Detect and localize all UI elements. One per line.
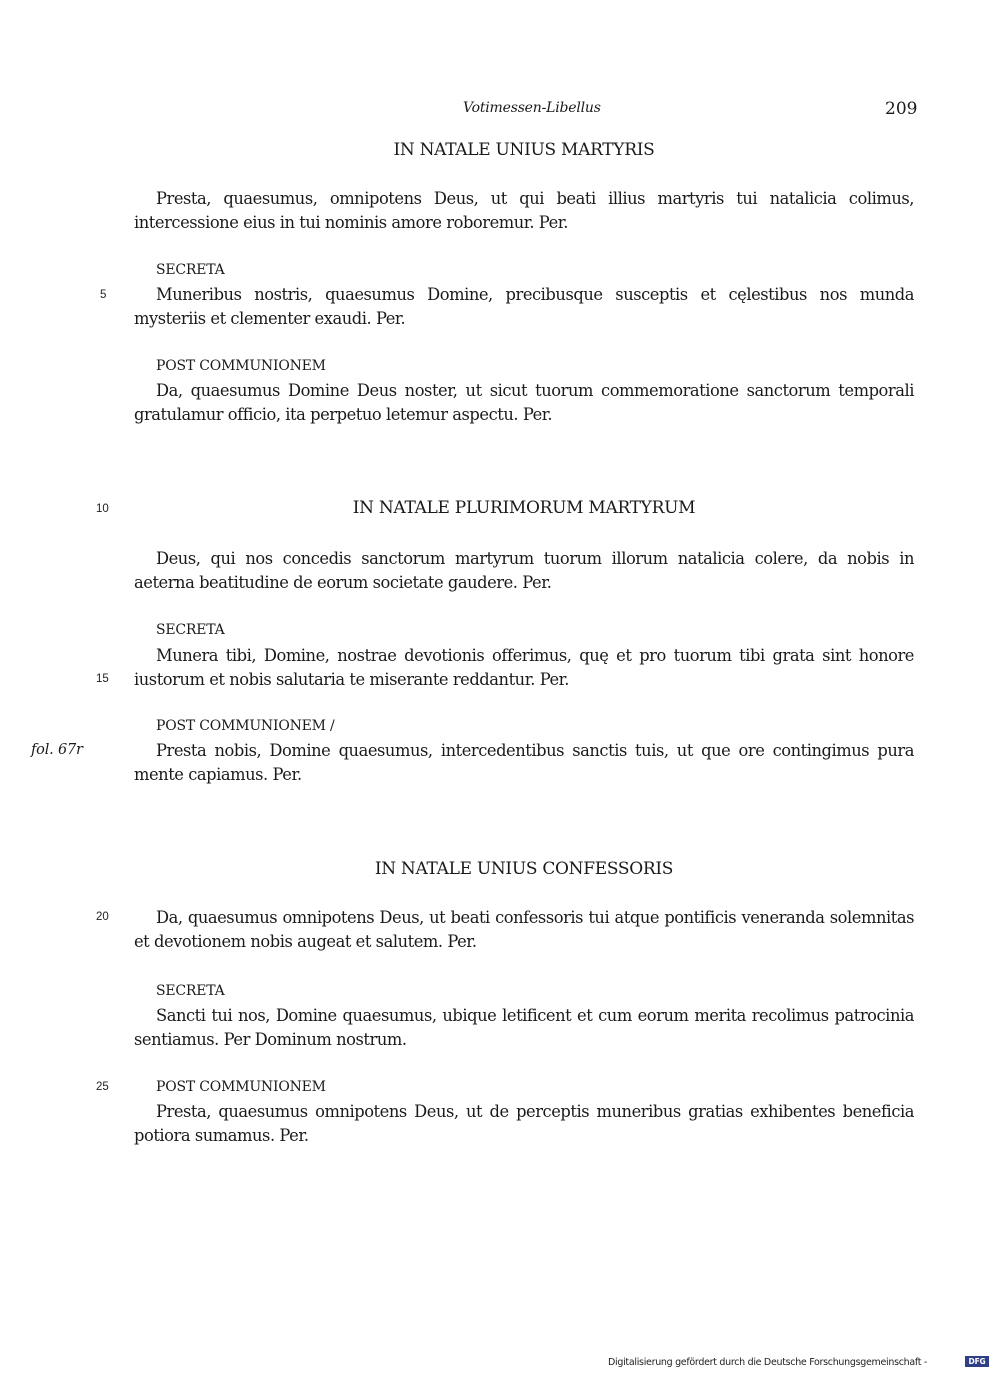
running-header-title: Votimessen-Libellus (463, 100, 601, 116)
secreta-label: SECRETA (156, 262, 225, 278)
section-heading: IN NATALE UNIUS MARTYRIS (393, 140, 655, 160)
line-number: 15 (96, 673, 109, 685)
section-heading: IN NATALE UNIUS CONFESSORIS (374, 859, 674, 879)
post-communion-label: POST COMMUNIONEM (156, 358, 326, 374)
section-heading: IN NATALE PLURIMORUM MARTYRUM (352, 498, 696, 518)
secreta-label: SECRETA (156, 622, 225, 638)
dfg-logo: DFG (965, 1356, 989, 1367)
line-number: 5 (100, 289, 107, 301)
line-number: 10 (96, 503, 109, 515)
post-communion-label: POST COMMUNIONEM / (156, 718, 335, 734)
digitization-credit: Digitalisierung gefördert durch die Deutsche Forschungsgemeinschaft - (608, 1357, 928, 1368)
post-communion-label: POST COMMUNIONEM (156, 1079, 326, 1095)
secreta-text: Sancti tui nos, Domine quaesumus, ubique letificent et cum eorum merita recolimus patrocinia sentiamus. Per Dominum nostrum. (134, 1006, 914, 1049)
post-communion-text: Presta, quaesumus omnipotens Deus, ut de perceptis muneribus gratias exhibentes beneficia potiora sumamus. Per. (134, 1102, 914, 1145)
post-communion-text: Da, quaesumus Domine Deus noster, ut sicut tuorum commemoratione sanctorum temporali gratulamur officio, ita perpetuo letemur aspectu. Per. (134, 381, 914, 424)
secreta-text: Munera tibi, Domine, nostrae devotionis offerimus, quę et pro tuorum tibi grata sint honore iustorum et nobis salutaria te miserante reddantur. Per. (134, 646, 914, 689)
line-number: 20 (96, 911, 109, 923)
page-number: 209 (885, 99, 918, 119)
collect-text: Da, quaesumus omnipotens Deus, ut beati confessoris tui atque pontificis veneranda solemnitas et devotionem nobis augeat et salutem. Per. (134, 908, 914, 951)
secreta-text: Muneribus nostris, quaesumus Domine, precibusque susceptis et cęlestibus nos munda mysteriis et clementer exaudi. Per. (134, 285, 914, 328)
secreta-label: SECRETA (156, 983, 225, 999)
collect-text: Presta, quaesumus, omnipotens Deus, ut qui beati illius martyris tui natalicia colimus, intercessione eius in tui nominis amore roboremur. Per. (134, 189, 914, 232)
collect-text: Deus, qui nos concedis sanctorum martyrum tuorum illorum natalicia colere, da nobis in aeterna beatitudine de eorum societate gaudere. Per. (134, 549, 914, 592)
line-number: 25 (96, 1081, 109, 1093)
folio-note: fol. 67r (31, 742, 83, 758)
post-communion-text: Presta nobis, Domine quaesumus, intercedentibus sanctis tuis, ut que ore contingimus pura mente capiamus. Per. (134, 741, 914, 784)
